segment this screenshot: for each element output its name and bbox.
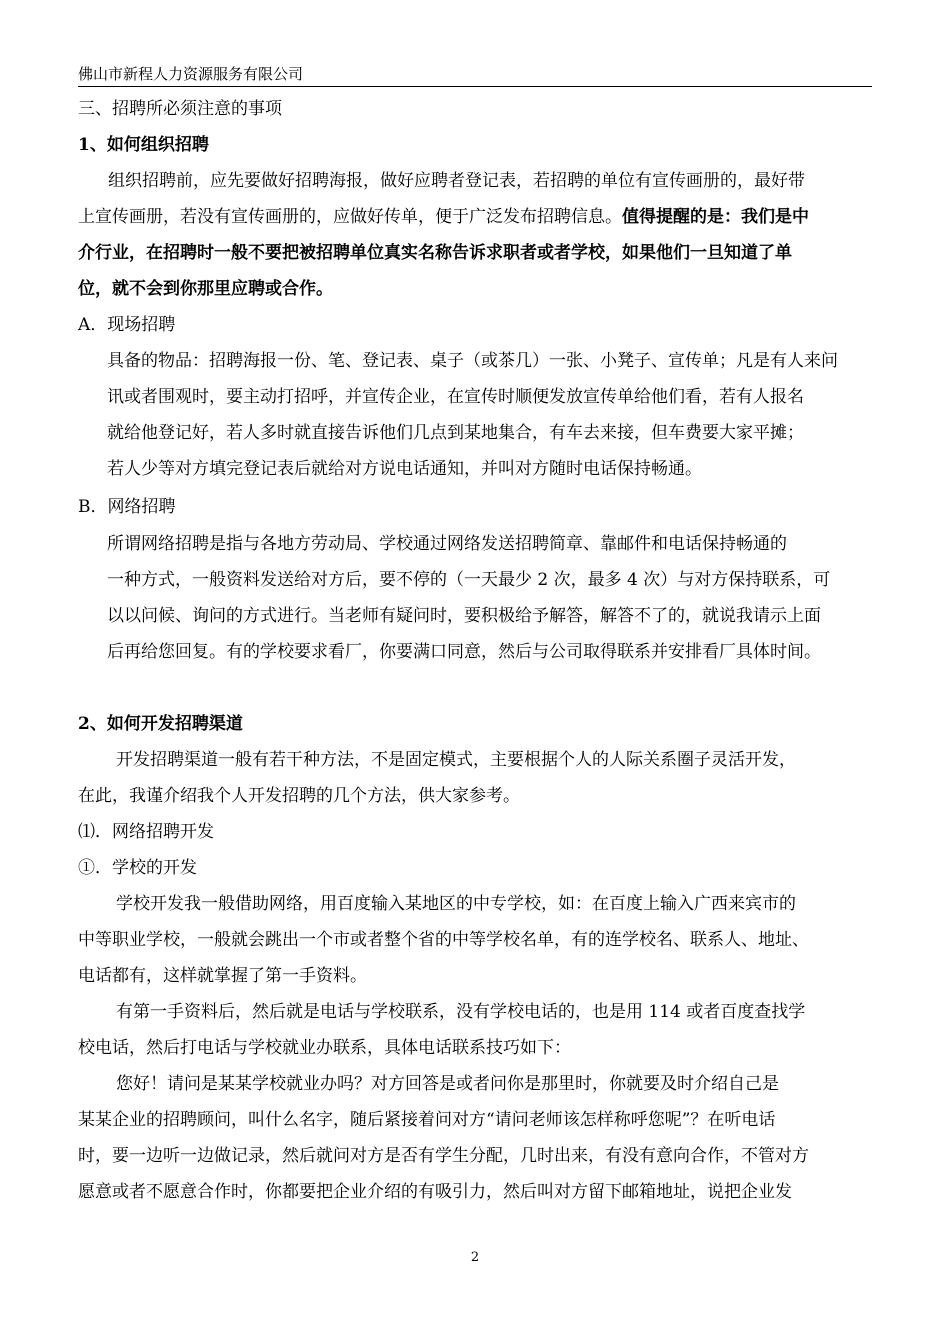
text-line: 电话都有，这样就掌握了第一手资料。 bbox=[78, 966, 367, 986]
text-line bbox=[78, 199, 809, 235]
text-line: 您好！请问是某某学校就业办吗？对方回答是或者问你是那里时，你就要及时介绍自己是 bbox=[116, 1074, 779, 1094]
text-line: 若人少等对方填完登记表后就给对方说电话通知，并叫对方随时电话保持畅通。 bbox=[107, 459, 702, 479]
text-line: 愿意或者不愿意合作时，你都要把企业介绍的有吸引力，然后叫对方留下邮箱地址，说把企业发 bbox=[78, 1182, 792, 1202]
text-line: 时，要一边听一边做记录，然后就问对方是否有学生分配，几时出来，有没有意向合作，不管对方 bbox=[78, 1146, 809, 1166]
text-line: 在此，我谨介绍我个人开发招聘的几个方法，供大家参考。 bbox=[78, 786, 520, 806]
section-title: 三、招聘所必须注意的事项 bbox=[78, 99, 282, 119]
subsection-onsite bbox=[78, 307, 175, 343]
company-name: 佛山市新程人力资源服务有限公司 bbox=[78, 65, 304, 83]
text-line: 某某企业的招聘顾问，叫什么名字，随后紧接着问对方“请问老师该怎样称呼您呢”？在听电话 bbox=[78, 1110, 776, 1130]
text-line: 讯或者围观时，要主动打招呼，并宣传企业，在宣传时顺便发放宣传单给他们看，若有人报名 bbox=[107, 387, 804, 407]
sub-heading-online: ⑴．网络招聘开发 bbox=[78, 822, 214, 842]
text-line: 学校开发我一般借助网络，用百度输入某地区的中专学校，如：在百度上输入广西来宾市的 bbox=[116, 894, 796, 914]
text-line: 校电话，然后打电话与学校就业办联系，具体电话联系技巧如下： bbox=[78, 1038, 571, 1058]
text-line: 具备的物品：招聘海报一份、笔、登记表、桌子（或茶几）一张、小凳子、宣传单；凡是有人来问 bbox=[107, 351, 838, 371]
text-line: 以以问候、询问的方式进行。当老师有疑问时，要积极给予解答，解答不了的，就说我请示上面 bbox=[107, 606, 821, 626]
paragraph-online bbox=[107, 526, 830, 670]
subsection-online bbox=[78, 489, 176, 525]
section-channels bbox=[78, 706, 809, 1210]
bold-note: 值得提醒的是：我们是中 bbox=[622, 207, 809, 227]
text-line: 就给他登记好，若人多时就直接告诉他们几点到某地集合，有车去来接，但车费要大家平摊； bbox=[107, 423, 804, 443]
page-header bbox=[78, 62, 872, 87]
subsection-label: B．网络招聘 bbox=[78, 497, 176, 517]
paragraph-onsite bbox=[107, 343, 838, 487]
text-line: 后再给您回复。有的学校要求看厂，你要满口同意，然后与公司取得联系并安排看厂具体时间。 bbox=[107, 642, 821, 662]
bold-note-line: 介行业，在招聘时一般不要把被招聘单位真实名称告诉求职者或者学校，如果他们一旦知道了单 bbox=[78, 243, 792, 263]
text-line: 组织招聘前，应先要做好招聘海报，做好应聘者登记表，若招聘的单位有宣传画册的，最好带 bbox=[108, 171, 805, 191]
paragraph-organize bbox=[78, 163, 809, 307]
text-line: 开发招聘渠道一般有若干种方法，不是固定模式，主要根据个人的人际关系圈子灵活开发， bbox=[116, 750, 796, 770]
text-line: 中等职业学校，一般就会跳出一个市或者整个省的中等学校名单，有的连学校名、联系人、地址、 bbox=[78, 930, 809, 950]
bold-note-line: 位，就不会到你那里应聘或合作。 bbox=[78, 279, 333, 299]
heading-organize-recruitment: 1、如何组织招聘 bbox=[78, 135, 209, 155]
text-line: 所谓网络招聘是指与各地方劳动局、学校通过网络发送招聘简章、靠邮件和电话保持畅通的 bbox=[107, 534, 787, 554]
heading-develop-channels: 2、如何开发招聘渠道 bbox=[78, 714, 243, 734]
subsection-label: A．现场招聘 bbox=[78, 315, 176, 335]
sub-heading-school: ①．学校的开发 bbox=[78, 858, 197, 878]
page-number: 2 bbox=[470, 1250, 480, 1265]
text-line: 有第一手资料后，然后就是电话与学校联系，没有学校电话的，也是用 114 或者百度查找学 bbox=[116, 1002, 806, 1022]
text-span: 上宣传画册，若没有宣传画册的，应做好传单，便于广泛发布招聘信息。 bbox=[78, 207, 622, 227]
section-intro bbox=[78, 91, 282, 163]
text-line: 一种方式，一般资料发送给对方后，要不停的（一天最少 2 次，最多 4 次）与对方保持联系，可 bbox=[107, 570, 831, 590]
